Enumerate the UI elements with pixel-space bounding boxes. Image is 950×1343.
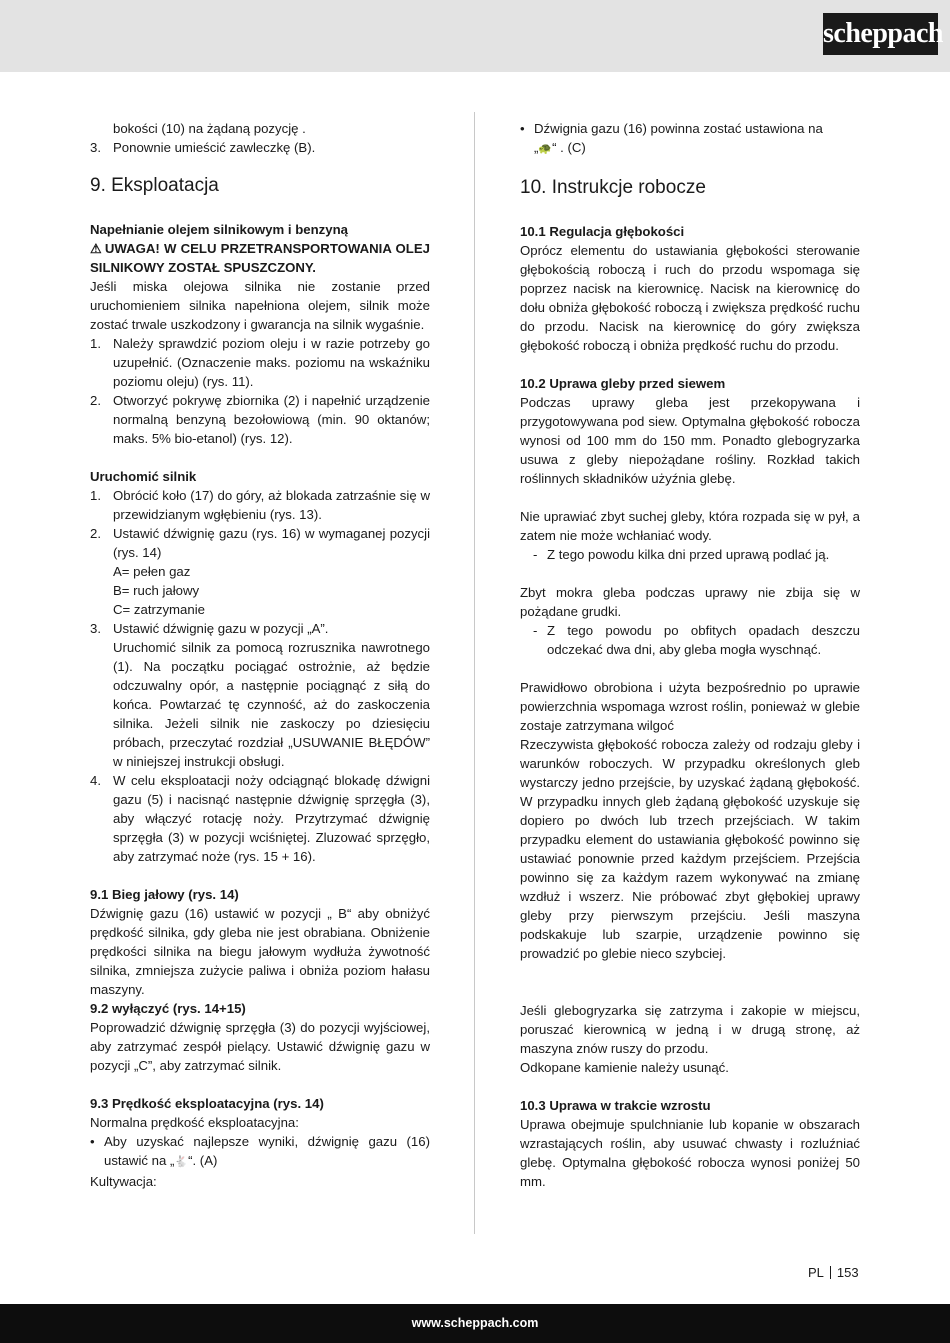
throttle-option-b: B= ruch jałowy [113,583,200,598]
stones-text: Odkopane kamienie należy usunąć. [520,1060,729,1075]
list-item: 3. Ustawić dźwignię gazu w pozycji „A”. [90,621,329,636]
working-depth-text: Rzeczywista głębokość robocza zależy od rodzaju gleby i warunków roboczych. W przypadku określonych gleb wystarczy jedno przejście, by uzyskać żądaną głębokość. W przypadku innych gleb żądaną głębokość uzyskuje się dopiero po dwóch lub trzech przejściach. W takim przypadku element do ustawiania głębokość powinno się ustawiać ponownie przed każdym przejściem. Przejścia powinno się za każdym razem wykonywać na zmianę wzdłuż i wszerz. Nie próbować zbyt głębokiej uprawy gleby przy pierwszym przejściu. Jeśli maszyna podskakuje lub szarpie, urządzenie powinno się prowadzić po glebie nieco szybciej. [520,737,860,961]
list-item: 2. Otworzyć pokrywę zbiornika (2) i napełnić urządzenie normalną benzyną bezołowiową (min. 90 oktanów; maks. 5% bio-etanol) (rys. 12). [90,393,430,446]
start-engine-heading: Uruchomić silnik [90,469,197,484]
list-item: • Dźwignia gazu (16) powinna zostać ustawiona na [520,121,823,136]
section-10-2-text: Podczas uprawy gleba jest przekopywana i przygotowywana pod siew. Optymalna głębokość robocza wynosi od 100 mm do 150 mm. Ponadto glebogryzarka usuwa z gleby niepożądane rośliny. Rozkład takich roślinnych składników użyźnia glebę. [520,395,860,486]
section-10-1-text: Oprócz elementu do ustawiania głębokości sterowanie głębokością roboczą i ruch do przodu wspomaga się poprzez nacisk na kierownicę. Nacisk na kierownicę do dołu obniża głębokość roboczą i zwiększa prędkość ruchu do przodu. Nacisk na kierownicę do góry zwiększa głębokość roboczą i obniża prędkość ruchu do przodu. [520,243,860,353]
list-item: • Aby uzyskać najlepsze wyniki, dźwignię gazu (16) ustawić na „🐇“. (A) [90,1132,430,1172]
list-item: 1. Obrócić koło (17) do góry, aż blokada zatrzaśnie się w przewidzianym wgłębieniu (rys. 13). [90,488,430,522]
warning-triangle-icon: ⚠ [90,241,102,256]
section-9-1-text: Dźwignię gazu (16) ustawić w pozycji „ B“ aby obniżyć prędkość silnika, gdy gleba nie jest obrabiana. Obniżenie prędkości silnika na biegu jałowym wydłuża żywotność silnika, zmniejsza zużycie paliwa i obniża poziom hałasu maszyny. [90,906,430,997]
warning-text: ⚠ UWAGA! W CELU PRZETRANSPORTOWANIA OLEJ SILNIKOWY ZOSTAŁ SPUSZCZONY. [90,241,430,275]
dry-soil-text: Nie uprawiać zbyt suchej gleby, która rozpada się w pył, a zatem nie może wchłaniać wody. [520,509,860,543]
oil-list [90,334,430,448]
section-9-title: 9. Eksploatacja [90,175,219,196]
list-item: - Z tego powodu kilka dni przed uprawą podlać ją. [533,547,830,562]
intro-step-3: 3. Ponownie umieścić zawleczkę (B). [90,140,316,155]
section-10-3-text: Uprawa obejmuje spulchnianie lub kopanie w obszarach wzrastających roślin, aby usuwać chwasty i rozluźniać glebę. Optymalna głębokość robocza wynosi poniżej 50 mm. [520,1117,860,1189]
section-9-2-text: Poprowadzić dźwignię sprzęgła (3) do pozycji wyjściowej, aby zatrzymać zespół pielący. Ustawić dźwignię gazu w pozycji „C”, aby zatrzymać silnik. [90,1020,430,1073]
turtle-position-line: „🐢“ . (C) [520,138,860,159]
section-10-1-title: 10.1 Regulacja głębokości [520,224,685,239]
section-9-3-title: 9.3 Prędkość eksploatacyjna (rys. 14) [90,1096,324,1111]
website-url[interactable]: www.scheppach.com [411,1316,539,1330]
scheppach-logo: scheppach [823,13,938,55]
turtle-icon: 🐢 [538,143,553,155]
throttle-option-a: A= pełen gaz [113,564,191,579]
intro-line: bokości (10) na żądaną pozycję . [113,121,306,136]
list-item: 1. Należy sprawdzić poziom oleju i w razie potrzeby go uzupełnić. (Oznaczenie maks. poziomu na wskaźniku poziomu oleju) (rys. 11). [90,336,430,389]
stuck-tiller-text: Jeśli glebogryzarka się zatrzyma i zakopie w miejscu, poruszać kierownicą w jedną i w drugą stronę, aż maszyna znów ruszy do przodu. [520,1003,860,1056]
left-column [90,119,430,1191]
wet-soil-text: Zbyt mokra gleba podczas uprawy nie zbija się w pożądane grudki. [520,585,860,619]
list-item: - Z tego powodu po obfitych opadach deszczu odczekać dwa dni, aby gleba mogła wyschnąć. [533,623,860,657]
header-bar [0,0,950,72]
right-column [520,119,860,1191]
section-9-3-text: Normalna prędkość eksploatacyjna: [90,1115,299,1130]
oil-paragraph: Jeśli miska olejowa silnika nie zostanie przed uruchomieniem silnika napełniona olejem, silnik może zostać trwale uszkodzony i gwarancja na silnik wygaśnie. [90,279,430,332]
page-number: PL 153 [808,1265,859,1280]
oil-fuel-heading: Napełnianie olejem silnikowym i benzyną [90,222,348,237]
section-9-2-title: 9.2 wyłączyć (rys. 14+15) [90,1001,246,1016]
cultivation-label: Kultywacja: [90,1174,157,1189]
section-10-3-title: 10.3 Uprawa w trakcie wzrostu [520,1098,711,1113]
starter-instructions: Uruchomić silnik za pomocą rozrusznika nawrotnego (1). Na początku pociągać ostrożnie, aż będzie odczuwalny opór, a następnie pociągnąć z siłą do końca. Powtarzać tę czynność, aż do zaskoczenia silnika. Jeżeli silnik nie zaskoczy po dziesięciu próbach, przeczytać rozdział „USUWANIE BŁĘDÓW” w niniejszej instrukcji obsługi. [113,640,430,769]
proper-tilling-text: Prawidłowo obrobiona i użyta bezpośrednio po uprawie powierzchnia wspomaga wzrost roślin, ponieważ w glebie zostaje zatrzymana wilgoć [520,680,860,733]
section-9-1-title: 9.1 Bieg jałowy (rys. 14) [90,887,239,902]
list-item: 4. W celu eksploatacji noży odciągnąć blokadę dźwigni gazu (5) i nacisnąć następnie dźwignię sprzęgła (3), aby włączyć rotację noży. Przytrzymać dźwignię sprzęgła (3) w pozycji wciśniętej. Zluzować sprzęgło, aby zatrzymać noże (rys. 15 + 16). [90,773,430,864]
throttle-option-c: C= zatrzymanie [113,602,205,617]
list-item: 2. Ustawić dźwignię gazu (rys. 16) w wymaganej pozycji (rys. 14) [90,526,430,560]
footer-bar [0,1304,950,1343]
column-divider [474,112,475,1234]
rabbit-icon: 🐇 [174,1156,189,1168]
section-10-2-title: 10.2 Uprawa gleby przed siewem [520,376,726,391]
section-10-title: 10. Instrukcje robocze [520,177,706,198]
